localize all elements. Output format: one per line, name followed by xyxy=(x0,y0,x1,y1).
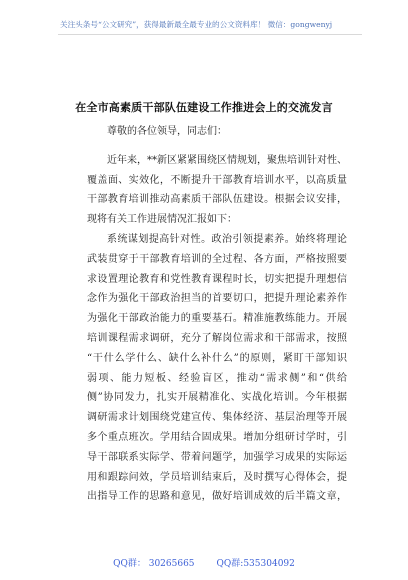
paragraph-line: 近年来，**新区紧紧围绕区情规划，聚焦培训针对性、 xyxy=(107,154,347,166)
paragraph-line: 用和跟踪问效，学员培训结束后，及时撰写心得体会，提 xyxy=(87,471,347,483)
paragraph-line: “干什么学什么、缺什么补什么”的原则，紧盯干部知识 xyxy=(87,352,347,364)
paragraph-line: 求设置理论教育和党性教育课程时长，切实把提升理想信 xyxy=(87,273,347,285)
spacer xyxy=(87,142,347,151)
document-title: 在全市高素质干部队伍建设工作推进会上的交流发言 xyxy=(75,101,333,114)
footer-contact xyxy=(0,556,408,569)
paragraph-line: 现将有关工作进展情况汇报如下： xyxy=(87,214,237,226)
paragraph-line: 多个重点班次。学用结合固成果。增加分组研讨学时，引 xyxy=(87,431,347,443)
document-body xyxy=(87,122,347,507)
footer-qq-group-2: QQ群:535304092 xyxy=(216,559,295,569)
paragraph-line: 念作为强化干部政治担当的首要切口，把提升理论素养作 xyxy=(87,293,347,305)
header-promo-text: 关注头条号“公文研究”，获得最新最全最专业的公文资料库！ 微信：gongwenyj xyxy=(60,20,333,29)
paragraph-line: 培训课程需求调研，充分了解岗位需求和干部需求，按照 xyxy=(87,332,347,344)
header-divider xyxy=(58,34,362,35)
paragraph-line: 弱项、能力短板、经验盲区，推动“需求侧”和“供给 xyxy=(87,372,347,384)
paragraph-line: 导干部联系实际学、带着问题学，加强学习成果的实际运 xyxy=(87,451,347,463)
footer-qq-group-1: QQ群： 30265665 xyxy=(113,559,195,569)
paragraph-line: 干部教育培训推动高素质干部队伍建设。根据会议安排， xyxy=(87,194,347,206)
paragraph-line: 为强化干部政治能力的重要基石。精准施教练能力。开展 xyxy=(87,313,347,325)
paragraph-line: 调研需求计划围绕党建宣传、集体经济、基层治理等开展 xyxy=(87,412,347,424)
paragraph-line: 侧”协同发力，扎实开展精准化、实战化培训。今年根据 xyxy=(87,392,347,404)
paragraph-line: 出指导工作的思路和意见，做好培训成效的后半篇文章， xyxy=(87,491,347,503)
salutation: 尊敬的各位领导，同志们： xyxy=(107,126,227,137)
paragraph-line: 武装贯穿于干部教育培训的全过程、各方面，严格按照要 xyxy=(87,253,347,265)
paragraph-line: 系统谋划提高针对性。政治引领提素养。始终将理论 xyxy=(107,233,347,245)
paragraph-line: 覆盖面、实效化，不断提升干部教育培训水平，以高质量 xyxy=(87,174,347,186)
